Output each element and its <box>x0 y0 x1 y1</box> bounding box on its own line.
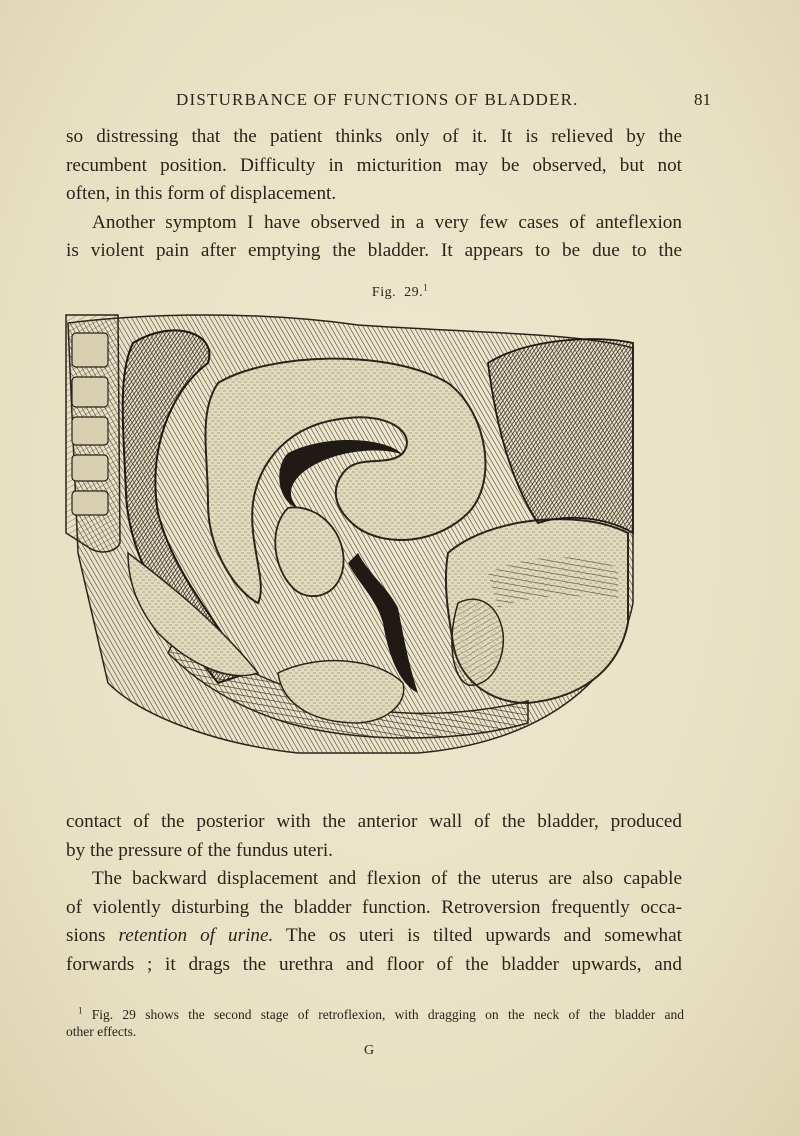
text-fragment: The os uteri is tilted upwards and somewhat <box>286 925 682 946</box>
paragraph-top <box>66 123 682 266</box>
text-line: is violent pain after emptying the bladder. It appears to be due to the <box>66 240 682 261</box>
footnote <box>66 1006 684 1040</box>
text-fragment: sions <box>66 925 106 946</box>
text-line: by the pressure of the fundus uteri. <box>66 839 333 861</box>
text-line: of violently disturbing the bladder function. Retroversion frequently occa- <box>66 896 682 918</box>
anatomical-engraving <box>58 303 664 755</box>
text-line <box>66 922 682 951</box>
page-number: 81 <box>694 90 711 109</box>
paragraph-bottom <box>66 808 682 979</box>
footnote-marker: 1 <box>78 1005 83 1016</box>
signature-mark: G <box>364 1043 375 1058</box>
text-line: recumbent position. Difficulty in micturition may be observed, but not <box>66 154 682 176</box>
figure-footnote-marker: 1 <box>423 282 429 293</box>
footnote-text: Fig. 29 shows the second stage of retroflexion, with dragging on the neck of the bladder and <box>91 1007 684 1022</box>
text-line: The backward displacement and flexion of the uterus are also capable <box>92 868 682 889</box>
text-line: so distressing that the patient thinks only of it. It is relieved by the <box>66 126 682 147</box>
running-head <box>0 90 800 114</box>
footnote-line <box>66 1006 684 1023</box>
italic-phrase: retention of urine. <box>118 925 274 946</box>
footnote-line: other effects. <box>66 1024 137 1039</box>
text-line: contact of the posterior with the anterior wall of the bladder, produced <box>66 811 682 832</box>
text-line: forwards ; it drags the urethra and floor of the bladder upwards, and <box>66 953 682 975</box>
text-line: often, in this form of displacement. <box>66 183 337 204</box>
figure-caption <box>0 282 800 301</box>
text-line: Another symptom I have observed in a very few cases of anteflexion <box>92 211 682 233</box>
figure-caption-number: 29. <box>404 285 424 300</box>
figure-caption-prefix: Fig. <box>371 285 397 300</box>
running-title: DISTURBANCE OF FUNCTIONS OF BLADDER. <box>176 90 579 109</box>
